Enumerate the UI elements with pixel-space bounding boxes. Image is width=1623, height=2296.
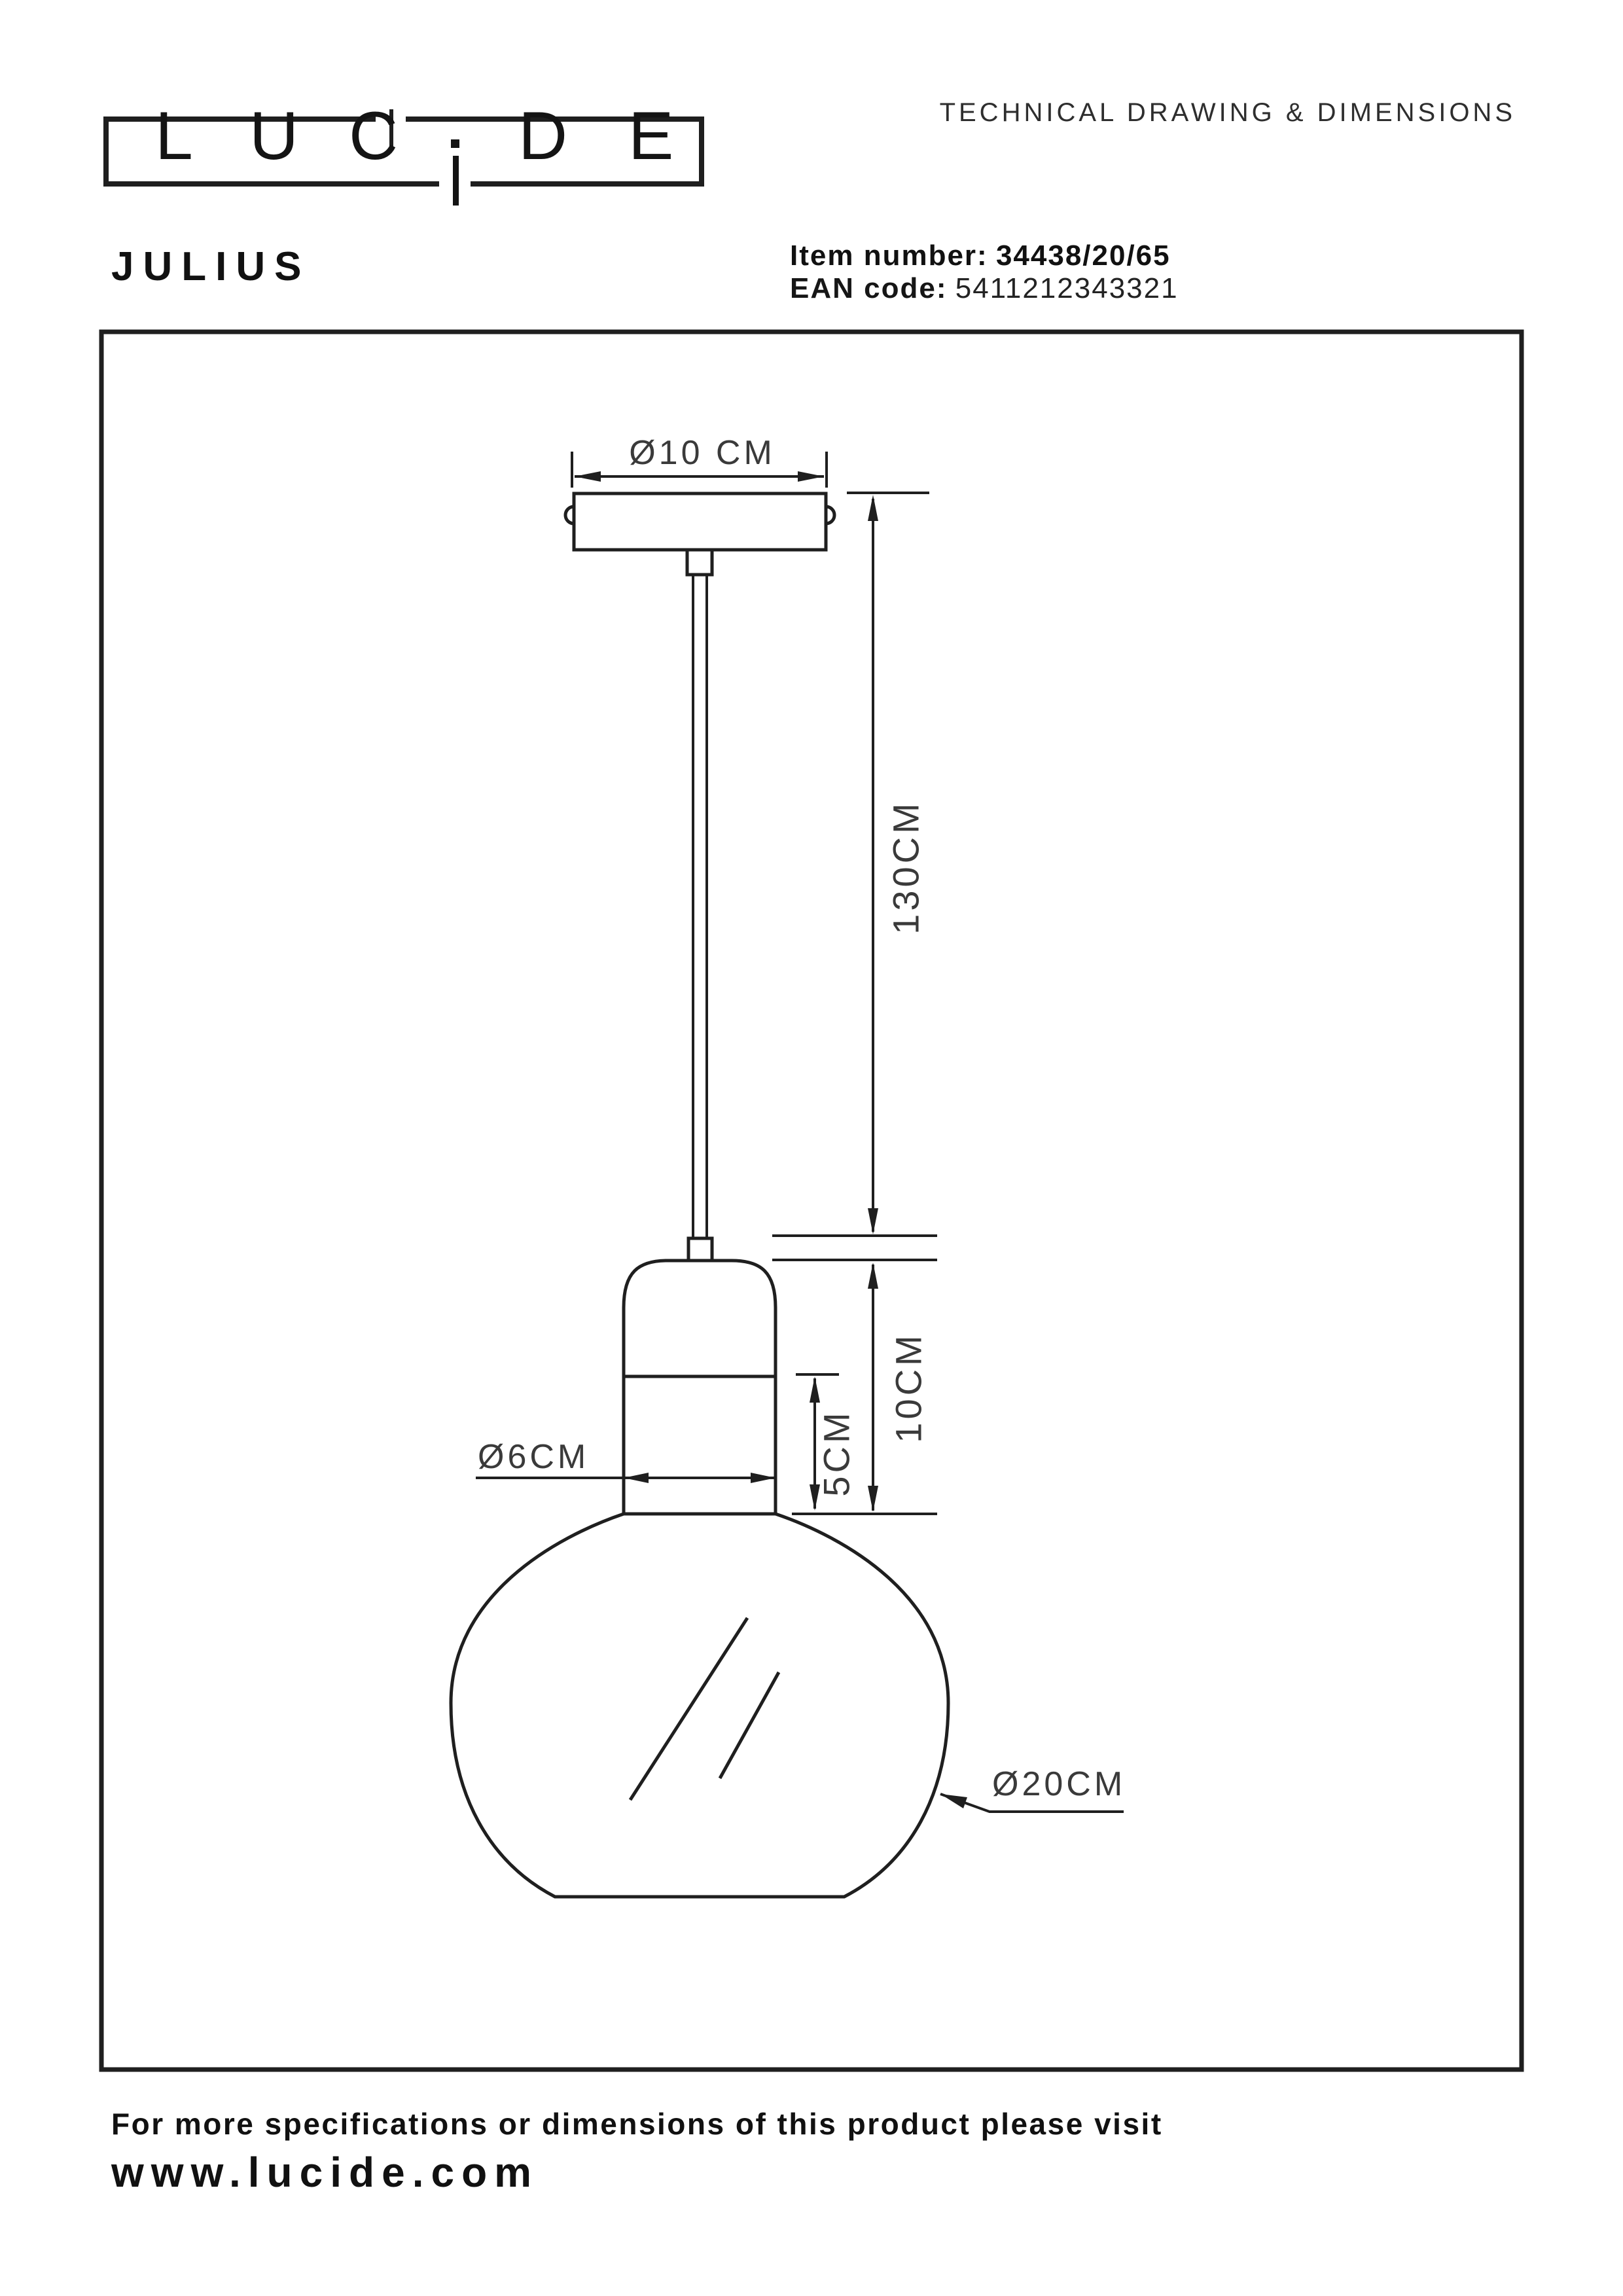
cable-connector [688,1238,712,1261]
suspension-cable [688,575,712,1261]
label-socket-lower-height: 5CM [815,1409,857,1497]
label-canopy-diameter: Ø10 CM [629,434,776,472]
logo-letter-l: L [155,98,193,174]
item-number-line [790,240,1171,272]
doc-title: TECHNICAL DRAWING & DIMENSIONS [939,98,1516,127]
ean-code-label: EAN code: [790,272,948,304]
label-socket-height: 10CM [887,1332,929,1443]
drawing-border [101,332,1522,2070]
logo-letter-d: D [518,98,568,174]
label-socket-diameter: Ø6CM [478,1438,590,1476]
label-globe-diameter: Ø20CM [992,1765,1126,1803]
logo-box [106,109,702,206]
label-cable-length: 130CM [885,800,927,935]
product-name: JULIUS [111,244,311,289]
logo-letter-i-dot [451,139,459,148]
item-number-value: 34438/20/65 [995,240,1171,272]
canopy-stub [687,550,712,575]
logo-letter-u: U [249,98,299,174]
globe-reflection-line-2 [720,1672,779,1778]
globe [451,1514,948,1897]
footer-note: For more specifications or dimensions of this product please visit [111,2107,1163,2141]
canopy [565,493,834,575]
logo-letter-i-stem [453,156,459,206]
item-number-label: Item number: [790,240,988,272]
logo-letter-e: E [628,98,674,174]
logo-letter-c: C [349,98,399,174]
footer-website: www.lucide.com [111,2149,539,2196]
ean-code-value: 5411212343321 [955,272,1179,304]
ean-code-line [790,272,1179,305]
globe-reflection-line-1 [630,1618,747,1800]
